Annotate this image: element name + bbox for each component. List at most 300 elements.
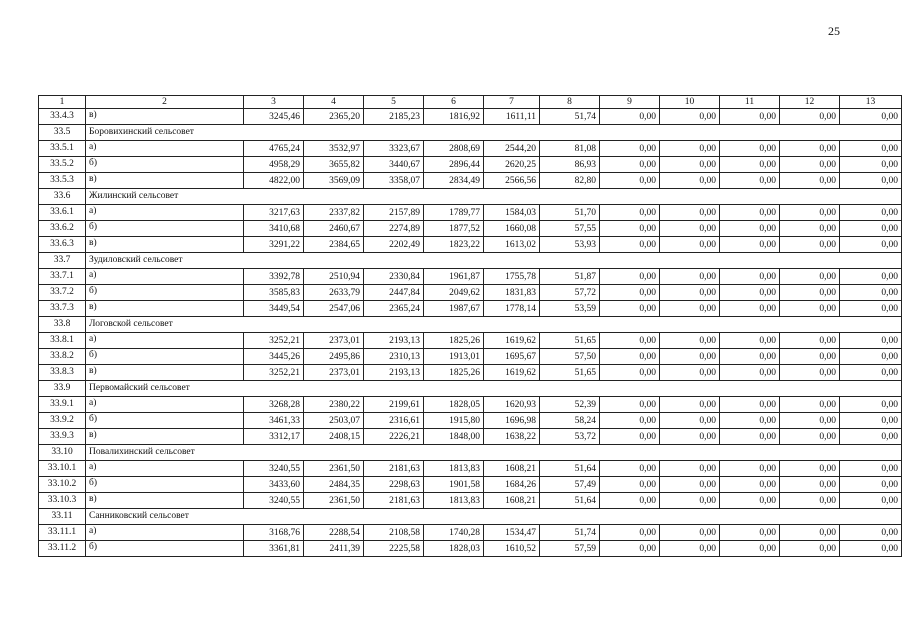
value-cell: 0,00: [600, 525, 660, 541]
row-variant: б): [86, 477, 244, 493]
value-cell: 0,00: [840, 461, 902, 477]
value-cell: 2633,79: [304, 285, 364, 301]
row-number: 33.8.1: [39, 333, 86, 349]
column-header: 10: [660, 96, 720, 109]
table-row: [39, 349, 902, 365]
table-row: [39, 461, 902, 477]
row-number: 33.9.1: [39, 397, 86, 413]
row-number: 33.9: [39, 381, 86, 397]
value-cell: 0,00: [840, 493, 902, 509]
page-number: 25: [828, 24, 840, 38]
table-row: [39, 269, 902, 285]
row-variant: а): [86, 205, 244, 221]
row-number: 33.7.2: [39, 285, 86, 301]
value-cell: 2544,20: [484, 141, 540, 157]
value-cell: 2202,49: [364, 237, 424, 253]
value-cell: 2337,82: [304, 205, 364, 221]
value-cell: 2185,23: [364, 109, 424, 125]
value-cell: 3440,67: [364, 157, 424, 173]
value-cell: 0,00: [600, 477, 660, 493]
section-row: [39, 445, 902, 461]
value-cell: 2361,50: [304, 493, 364, 509]
value-cell: 0,00: [660, 301, 720, 317]
value-cell: 3291,22: [244, 237, 304, 253]
value-cell: 0,00: [780, 541, 840, 557]
value-cell: 2181,63: [364, 461, 424, 477]
value-cell: 1695,67: [484, 349, 540, 365]
value-cell: 1619,62: [484, 365, 540, 381]
value-cell: 1778,14: [484, 301, 540, 317]
value-cell: 0,00: [720, 285, 780, 301]
value-cell: 0,00: [840, 221, 902, 237]
row-number: 33.10.2: [39, 477, 86, 493]
value-cell: 0,00: [660, 413, 720, 429]
section-name: Жилинский сельсовет: [86, 189, 902, 205]
value-cell: 1619,62: [484, 333, 540, 349]
value-cell: 0,00: [660, 109, 720, 125]
row-number: 33.8.2: [39, 349, 86, 365]
value-cell: 2049,62: [424, 285, 484, 301]
value-cell: 0,00: [720, 397, 780, 413]
value-cell: 1620,93: [484, 397, 540, 413]
value-cell: 0,00: [720, 173, 780, 189]
value-cell: 0,00: [780, 141, 840, 157]
value-cell: 0,00: [780, 429, 840, 445]
value-cell: 57,49: [540, 477, 600, 493]
value-cell: 2834,49: [424, 173, 484, 189]
value-cell: 0,00: [840, 525, 902, 541]
row-number: 33.7: [39, 253, 86, 269]
value-cell: 0,00: [660, 237, 720, 253]
table-row: [39, 301, 902, 317]
row-number: 33.5.1: [39, 141, 86, 157]
column-header: 3: [244, 96, 304, 109]
value-cell: 0,00: [720, 349, 780, 365]
value-cell: 2408,15: [304, 429, 364, 445]
value-cell: 1584,03: [484, 205, 540, 221]
value-cell: 1608,21: [484, 461, 540, 477]
row-number: 33.9.3: [39, 429, 86, 445]
value-cell: 2330,84: [364, 269, 424, 285]
value-cell: 0,00: [660, 333, 720, 349]
row-variant: в): [86, 493, 244, 509]
value-cell: 0,00: [840, 285, 902, 301]
row-number: 33.4.3: [39, 109, 86, 125]
row-variant: а): [86, 333, 244, 349]
value-cell: 0,00: [600, 269, 660, 285]
value-cell: 0,00: [840, 365, 902, 381]
value-cell: 0,00: [600, 157, 660, 173]
column-header: 11: [720, 96, 780, 109]
value-cell: 0,00: [780, 237, 840, 253]
value-cell: 3461,33: [244, 413, 304, 429]
section-name: Первомайский сельсовет: [86, 381, 902, 397]
value-cell: 1613,02: [484, 237, 540, 253]
row-number: 33.6.2: [39, 221, 86, 237]
value-cell: 0,00: [600, 413, 660, 429]
value-cell: 1901,58: [424, 477, 484, 493]
row-variant: в): [86, 109, 244, 125]
value-cell: 0,00: [660, 285, 720, 301]
section-name: Повалихинский сельсовет: [86, 445, 902, 461]
value-cell: 0,00: [720, 525, 780, 541]
value-cell: 0,00: [720, 109, 780, 125]
value-cell: 0,00: [660, 205, 720, 221]
value-cell: 2193,13: [364, 333, 424, 349]
table-row: [39, 333, 902, 349]
row-variant: в): [86, 173, 244, 189]
value-cell: 0,00: [840, 333, 902, 349]
section-name: Логовской сельсовет: [86, 317, 902, 333]
section-name: Зудиловский сельсовет: [86, 253, 902, 269]
value-cell: 53,59: [540, 301, 600, 317]
table-row: [39, 173, 902, 189]
value-cell: 1825,26: [424, 333, 484, 349]
section-row: [39, 253, 902, 269]
row-variant: б): [86, 413, 244, 429]
value-cell: 0,00: [660, 429, 720, 445]
row-variant: в): [86, 301, 244, 317]
row-number: 33.11: [39, 509, 86, 525]
value-cell: 1813,83: [424, 461, 484, 477]
row-variant: а): [86, 525, 244, 541]
row-number: 33.6.1: [39, 205, 86, 221]
value-cell: 0,00: [840, 349, 902, 365]
value-cell: 2503,07: [304, 413, 364, 429]
value-cell: 0,00: [780, 493, 840, 509]
row-variant: а): [86, 461, 244, 477]
row-number: 33.5.3: [39, 173, 86, 189]
value-cell: 3252,21: [244, 333, 304, 349]
table-row: [39, 157, 902, 173]
value-cell: 2310,13: [364, 349, 424, 365]
table-row: [39, 141, 902, 157]
row-number: 33.6.3: [39, 237, 86, 253]
value-cell: 3245,46: [244, 109, 304, 125]
value-cell: 2484,35: [304, 477, 364, 493]
value-cell: 3585,83: [244, 285, 304, 301]
value-cell: 0,00: [840, 413, 902, 429]
row-number: 33.10: [39, 445, 86, 461]
value-cell: 0,00: [600, 285, 660, 301]
value-cell: 1816,92: [424, 109, 484, 125]
value-cell: 86,93: [540, 157, 600, 173]
row-number: 33.5.2: [39, 157, 86, 173]
table-row: [39, 493, 902, 509]
section-row: [39, 509, 902, 525]
value-cell: 4765,24: [244, 141, 304, 157]
value-cell: 1848,00: [424, 429, 484, 445]
value-cell: 1813,83: [424, 493, 484, 509]
value-cell: 2298,63: [364, 477, 424, 493]
value-cell: 0,00: [660, 269, 720, 285]
value-cell: 0,00: [600, 237, 660, 253]
value-cell: 0,00: [720, 269, 780, 285]
column-header: 1: [39, 96, 86, 109]
value-cell: 0,00: [720, 157, 780, 173]
value-cell: 3358,07: [364, 173, 424, 189]
value-cell: 3217,63: [244, 205, 304, 221]
value-cell: 0,00: [660, 477, 720, 493]
table-row: [39, 285, 902, 301]
row-variant: б): [86, 349, 244, 365]
row-number: 33.9.2: [39, 413, 86, 429]
value-cell: 1828,05: [424, 397, 484, 413]
value-cell: 0,00: [600, 301, 660, 317]
value-cell: 1915,80: [424, 413, 484, 429]
value-cell: 1877,52: [424, 221, 484, 237]
column-header: 5: [364, 96, 424, 109]
value-cell: 57,59: [540, 541, 600, 557]
value-cell: 0,00: [660, 349, 720, 365]
value-cell: 0,00: [600, 429, 660, 445]
value-cell: 0,00: [600, 397, 660, 413]
value-cell: 1534,47: [484, 525, 540, 541]
value-cell: 1755,78: [484, 269, 540, 285]
table-row: [39, 365, 902, 381]
table-row: [39, 413, 902, 429]
column-header: 6: [424, 96, 484, 109]
value-cell: 58,24: [540, 413, 600, 429]
value-cell: 0,00: [660, 141, 720, 157]
section-row: [39, 317, 902, 333]
value-cell: 0,00: [660, 461, 720, 477]
value-cell: 0,00: [660, 541, 720, 557]
row-variant: б): [86, 157, 244, 173]
value-cell: 0,00: [780, 109, 840, 125]
value-cell: 57,55: [540, 221, 600, 237]
value-cell: 0,00: [840, 205, 902, 221]
table-row: [39, 397, 902, 413]
value-cell: 0,00: [660, 525, 720, 541]
value-cell: 0,00: [840, 269, 902, 285]
row-number: 33.7.3: [39, 301, 86, 317]
column-header: 4: [304, 96, 364, 109]
row-number: 33.8.3: [39, 365, 86, 381]
value-cell: 0,00: [720, 237, 780, 253]
value-cell: 2226,21: [364, 429, 424, 445]
value-cell: 57,72: [540, 285, 600, 301]
value-cell: 2495,86: [304, 349, 364, 365]
value-cell: 3532,97: [304, 141, 364, 157]
table-row: [39, 221, 902, 237]
row-number: 33.7.1: [39, 269, 86, 285]
value-cell: 52,39: [540, 397, 600, 413]
value-cell: 0,00: [660, 493, 720, 509]
value-cell: 0,00: [780, 205, 840, 221]
value-cell: 0,00: [660, 157, 720, 173]
value-cell: 0,00: [720, 477, 780, 493]
row-number: 33.11.2: [39, 541, 86, 557]
value-cell: 3392,78: [244, 269, 304, 285]
value-cell: 0,00: [780, 397, 840, 413]
column-header: 2: [86, 96, 244, 109]
value-cell: 0,00: [840, 541, 902, 557]
value-cell: 1608,21: [484, 493, 540, 509]
value-cell: 3433,60: [244, 477, 304, 493]
value-cell: 3361,81: [244, 541, 304, 557]
value-cell: 1684,26: [484, 477, 540, 493]
value-cell: 0,00: [780, 477, 840, 493]
value-cell: 1987,67: [424, 301, 484, 317]
column-header: 9: [600, 96, 660, 109]
value-cell: 0,00: [840, 397, 902, 413]
table-row: [39, 237, 902, 253]
value-cell: 2108,58: [364, 525, 424, 541]
value-cell: 0,00: [780, 525, 840, 541]
value-cell: 2411,39: [304, 541, 364, 557]
value-cell: 0,00: [840, 237, 902, 253]
column-header: 12: [780, 96, 840, 109]
value-cell: 2365,24: [364, 301, 424, 317]
row-variant: а): [86, 397, 244, 413]
value-cell: 1740,28: [424, 525, 484, 541]
value-cell: 2460,67: [304, 221, 364, 237]
value-cell: 0,00: [600, 109, 660, 125]
value-cell: 3323,67: [364, 141, 424, 157]
value-cell: 0,00: [720, 541, 780, 557]
value-cell: 3240,55: [244, 493, 304, 509]
value-cell: 0,00: [840, 477, 902, 493]
value-cell: 51,74: [540, 109, 600, 125]
section-row: [39, 189, 902, 205]
value-cell: 2384,65: [304, 237, 364, 253]
value-cell: 1828,03: [424, 541, 484, 557]
value-cell: 3168,76: [244, 525, 304, 541]
value-cell: 2447,84: [364, 285, 424, 301]
value-cell: 1789,77: [424, 205, 484, 221]
value-cell: 0,00: [660, 365, 720, 381]
value-cell: 3445,26: [244, 349, 304, 365]
value-cell: 1660,08: [484, 221, 540, 237]
value-cell: 3312,17: [244, 429, 304, 445]
value-cell: 0,00: [600, 221, 660, 237]
row-variant: б): [86, 221, 244, 237]
value-cell: 0,00: [780, 285, 840, 301]
value-cell: 0,00: [720, 365, 780, 381]
value-cell: 3655,82: [304, 157, 364, 173]
value-cell: 1823,22: [424, 237, 484, 253]
value-cell: 0,00: [780, 301, 840, 317]
value-cell: 4822,00: [244, 173, 304, 189]
value-cell: 1610,52: [484, 541, 540, 557]
value-cell: 1611,11: [484, 109, 540, 125]
value-cell: 0,00: [600, 141, 660, 157]
value-cell: 0,00: [600, 541, 660, 557]
value-cell: 2365,20: [304, 109, 364, 125]
value-cell: 53,72: [540, 429, 600, 445]
value-cell: 2566,56: [484, 173, 540, 189]
value-cell: 2373,01: [304, 333, 364, 349]
value-cell: 2225,58: [364, 541, 424, 557]
value-cell: 2373,01: [304, 365, 364, 381]
row-number: 33.8: [39, 317, 86, 333]
value-cell: 0,00: [720, 333, 780, 349]
value-cell: 3268,28: [244, 397, 304, 413]
column-header: 8: [540, 96, 600, 109]
row-number: 33.6: [39, 189, 86, 205]
row-number: 33.10.3: [39, 493, 86, 509]
value-cell: 0,00: [780, 461, 840, 477]
value-cell: 0,00: [780, 173, 840, 189]
table-row: [39, 429, 902, 445]
value-cell: 2896,44: [424, 157, 484, 173]
value-cell: 51,64: [540, 493, 600, 509]
value-cell: 0,00: [660, 221, 720, 237]
column-header: 13: [840, 96, 902, 109]
value-cell: 1961,87: [424, 269, 484, 285]
table-row: [39, 541, 902, 557]
value-cell: 0,00: [600, 461, 660, 477]
value-cell: 0,00: [780, 365, 840, 381]
value-cell: 0,00: [840, 141, 902, 157]
value-cell: 0,00: [780, 221, 840, 237]
value-cell: 2547,06: [304, 301, 364, 317]
row-number: 33.5: [39, 125, 86, 141]
value-cell: 3240,55: [244, 461, 304, 477]
table-row: [39, 525, 902, 541]
row-variant: в): [86, 237, 244, 253]
row-variant: б): [86, 541, 244, 557]
value-cell: 0,00: [600, 365, 660, 381]
value-cell: 3410,68: [244, 221, 304, 237]
value-cell: 0,00: [600, 173, 660, 189]
value-cell: 2199,61: [364, 397, 424, 413]
value-cell: 51,65: [540, 333, 600, 349]
value-cell: 0,00: [600, 493, 660, 509]
value-cell: 0,00: [720, 301, 780, 317]
row-variant: б): [86, 285, 244, 301]
value-cell: 0,00: [720, 493, 780, 509]
value-cell: 1831,83: [484, 285, 540, 301]
value-cell: 81,08: [540, 141, 600, 157]
table-row: [39, 205, 902, 221]
value-cell: 0,00: [720, 429, 780, 445]
value-cell: 1825,26: [424, 365, 484, 381]
value-cell: 0,00: [840, 157, 902, 173]
value-cell: 2510,94: [304, 269, 364, 285]
table-row: [39, 477, 902, 493]
value-cell: 2157,89: [364, 205, 424, 221]
value-cell: 0,00: [600, 333, 660, 349]
value-cell: 53,93: [540, 237, 600, 253]
value-cell: 0,00: [720, 221, 780, 237]
value-cell: 0,00: [780, 333, 840, 349]
row-variant: а): [86, 269, 244, 285]
value-cell: 2380,22: [304, 397, 364, 413]
row-number: 33.10.1: [39, 461, 86, 477]
value-cell: 0,00: [840, 301, 902, 317]
value-cell: 0,00: [600, 349, 660, 365]
value-cell: 0,00: [780, 269, 840, 285]
value-cell: 0,00: [720, 461, 780, 477]
value-cell: 0,00: [840, 173, 902, 189]
value-cell: 51,65: [540, 365, 600, 381]
value-cell: 51,70: [540, 205, 600, 221]
value-cell: 3449,54: [244, 301, 304, 317]
value-cell: 0,00: [840, 429, 902, 445]
value-cell: 0,00: [780, 157, 840, 173]
row-variant: а): [86, 141, 244, 157]
value-cell: 2361,50: [304, 461, 364, 477]
value-cell: 51,64: [540, 461, 600, 477]
value-cell: 2620,25: [484, 157, 540, 173]
value-cell: 1913,01: [424, 349, 484, 365]
value-cell: 1638,22: [484, 429, 540, 445]
row-variant: в): [86, 365, 244, 381]
row-number: 33.11.1: [39, 525, 86, 541]
header-row: [39, 96, 902, 109]
